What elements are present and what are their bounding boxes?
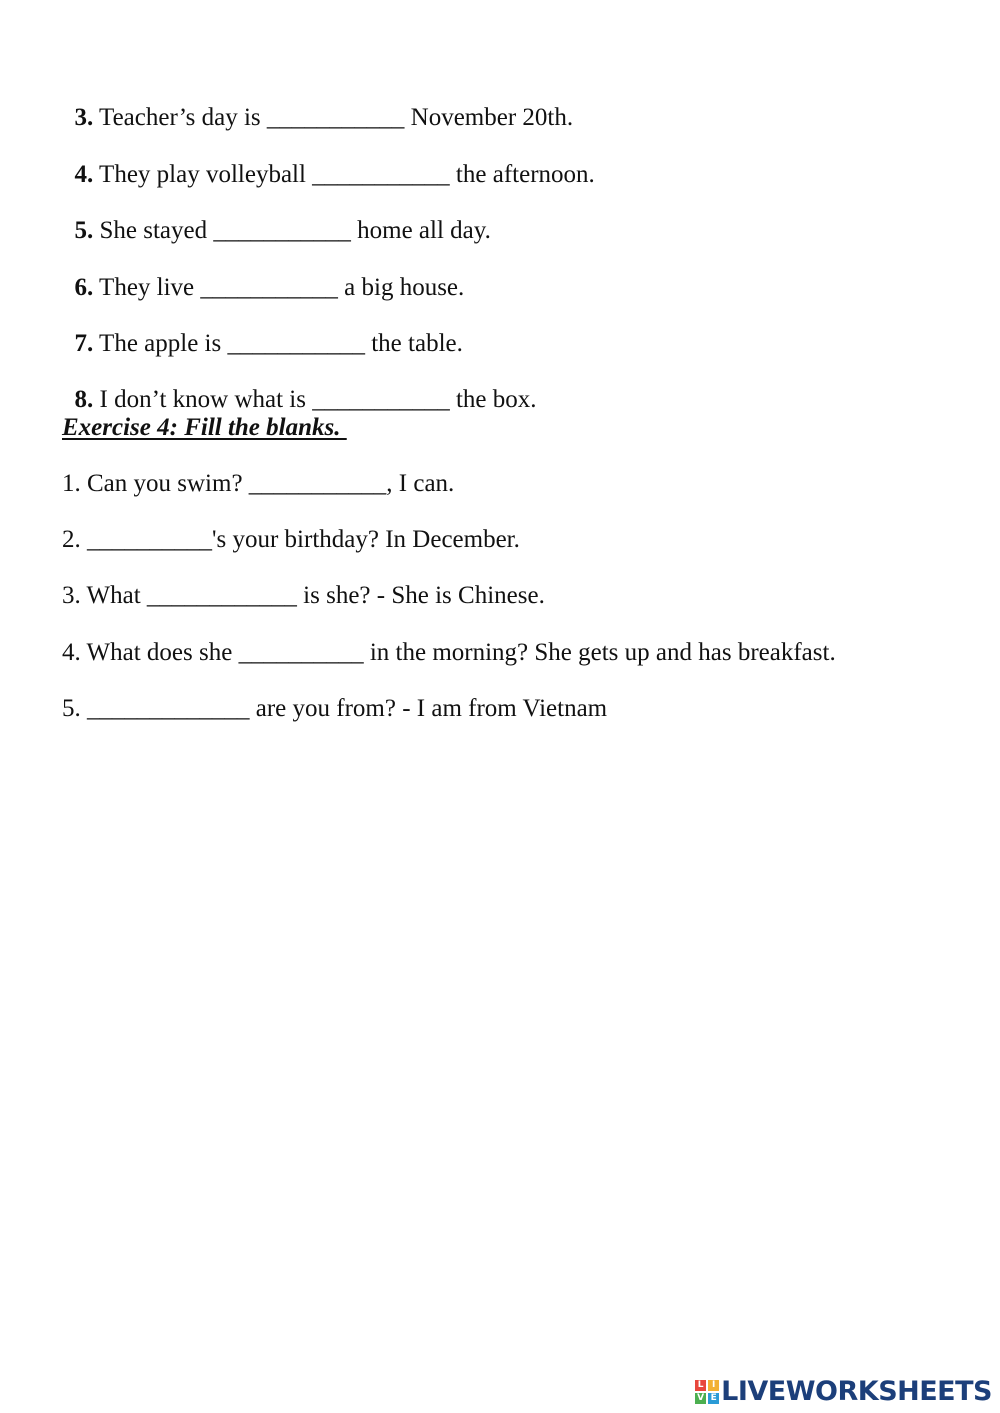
item-number: 6.	[74, 274, 94, 301]
item-number: 7.	[74, 330, 94, 357]
exercise4-heading: Exercise 4: Fill the blanks.	[62, 414, 347, 441]
logo-letter: E	[708, 1393, 719, 1404]
liveworksheets-logo-icon	[695, 1380, 719, 1404]
exercise3-item-7	[62, 299, 463, 359]
exercise3-item-3	[62, 73, 573, 133]
logo-letter: V	[695, 1393, 706, 1404]
item-text: I don’t know what is ___________ the box.	[93, 386, 537, 413]
exercise4-item-3: 3. What ____________ is she? - She is Chinese.	[62, 582, 545, 609]
item-text: They live ___________ a big house.	[93, 274, 465, 301]
item-number: 4.	[74, 161, 94, 188]
exercise4-item-4: 4. What does she __________ in the morning? She gets up and has breakfast.	[62, 639, 836, 666]
liveworksheets-logo-text: LIVEWORKSHEETS	[721, 1376, 992, 1407]
item-number: 8.	[74, 386, 94, 413]
logo-letter: I	[708, 1380, 719, 1391]
item-number: 5.	[74, 217, 94, 244]
exercise4-item-2: 2. __________'s your birthday? In December.	[62, 526, 520, 553]
exercise4-item-5: 5. _____________ are you from? - I am from Vietnam	[62, 695, 608, 722]
item-text: The apple is ___________ the table.	[93, 330, 463, 357]
liveworksheets-logo[interactable]	[695, 1375, 992, 1409]
exercise4-item-1: 1. Can you swim? ___________, I can.	[62, 470, 455, 497]
item-text: They play volleyball ___________ the afternoon.	[93, 161, 595, 188]
item-number: 3.	[74, 104, 94, 131]
exercise3-item-4	[62, 130, 595, 190]
exercise3-item-8	[62, 355, 537, 415]
exercise3-item-5	[62, 186, 491, 246]
exercise3-item-6	[62, 243, 464, 303]
item-text: Teacher’s day is ___________ November 20th.	[93, 104, 574, 131]
item-text: She stayed ___________ home all day.	[93, 217, 491, 244]
logo-letter: L	[695, 1380, 706, 1391]
